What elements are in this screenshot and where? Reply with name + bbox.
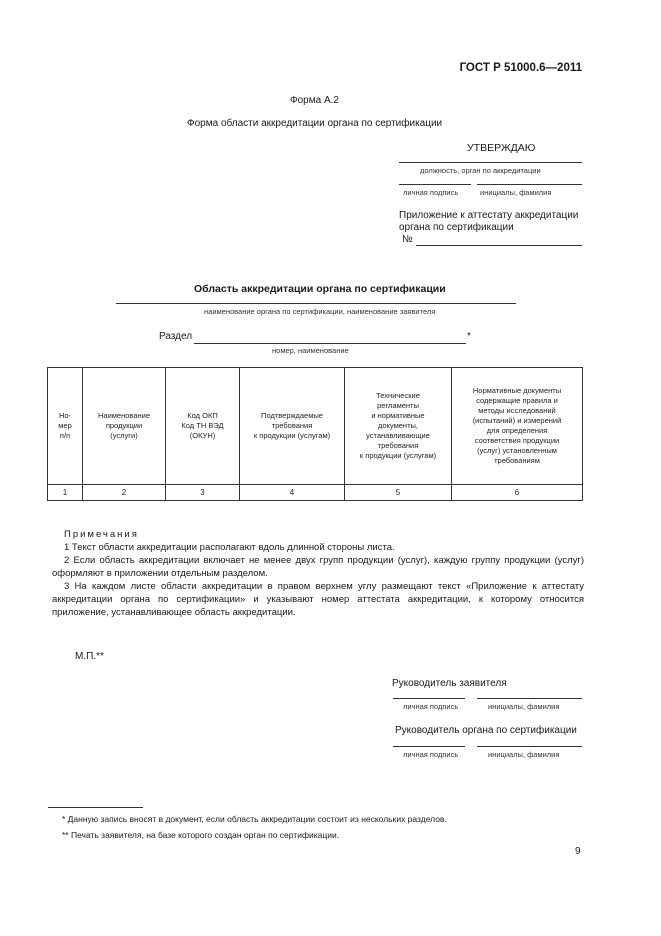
footnote-item: ** Печать заявителя, на базе которого создан орган по сертификации. [62, 830, 340, 840]
attachment-line2: органа по сертификации [399, 222, 514, 233]
form-label: Форма А.2 [290, 95, 339, 106]
applicant-signature-line [393, 698, 465, 699]
header-test-methods: Нормативные документы содержащие правила и методы исследований (испытаний) и измерений для определения соответствия продукции (услуг) установленным требованиям [452, 368, 583, 485]
note-item: 1 Текст области аккредитации располагают вдоль длинной стороны листа. [64, 542, 395, 553]
position-caption: должность, орган по аккредитации [420, 166, 541, 175]
note-item: 2 Если область аккредитации включает не менее двух групп продукции (услуг), каждую группу продукции (услуг) оформляют в приложении отдельным разделом. [52, 555, 584, 579]
applicant-head-title: Руководитель заявителя [392, 678, 507, 689]
column-number: 5 [345, 485, 452, 501]
applicant-signature-caption: личная подпись [403, 702, 459, 711]
position-line [399, 162, 582, 163]
approval-title: УТВЕРЖДАЮ [467, 142, 536, 154]
accreditation-scope-table [47, 367, 583, 501]
signature-caption: личная подпись [403, 188, 459, 197]
form-title: Форма области аккредитации органа по сертификации [187, 118, 443, 129]
column-number: 1 [48, 485, 83, 501]
organ-name-caption: наименование органа по сертификации, наименование заявителя [204, 307, 436, 316]
standard-code: ГОСТ Р 51000.6—2011 [459, 62, 582, 74]
cert-body-head-title: Руководитель органа по сертификации [395, 725, 577, 736]
header-regulations: Технические регламенты и нормативные документы, устанавливающие требования к продукции (услугам) [345, 368, 452, 485]
applicant-initials-caption: инициалы, фамилия [488, 702, 560, 711]
scope-title: Область аккредитации органа по сертификации [194, 283, 446, 295]
section-footnote-mark: * [467, 331, 471, 342]
notes-section [52, 528, 584, 619]
cert-signature-caption: личная подпись [403, 750, 459, 759]
footnote-separator [48, 807, 143, 808]
section-line [194, 343, 466, 344]
column-number: 6 [452, 485, 583, 501]
footnote-item: * Данную запись вносят в документ, если область аккредитации состоит из нескольких разделов. [62, 814, 447, 824]
section-caption: номер, наименование [272, 346, 349, 355]
header-number: Но- мер п/п [48, 368, 83, 485]
initials-caption: инициалы, фамилия [480, 188, 552, 197]
header-product-name: Наименование продукции (услуги) [83, 368, 166, 485]
number-line [416, 245, 582, 246]
organ-name-line [116, 303, 516, 304]
column-number: 2 [83, 485, 166, 501]
stamp-label: М.П.** [75, 651, 104, 662]
initials-line [477, 184, 582, 185]
notes-title: Примечания [64, 529, 139, 540]
table-number-row [48, 485, 583, 501]
header-codes: Код ОКП Код ТН ВЭД (ОКУН) [166, 368, 240, 485]
number-label: № [402, 234, 413, 245]
header-requirements: Подтверждаемые требования к продукции (услугам) [240, 368, 345, 485]
note-item: 3 На каждом листе области аккредитации в правом верхнем углу размещают текст «Приложение к аттестату аккредитации органа по сертификации» и указывают номер аттестата аккредитации, к которому относится приложение, устанавливающее область аккредитации. [52, 581, 584, 618]
section-label: Раздел [159, 331, 193, 342]
column-number: 4 [240, 485, 345, 501]
footnotes [62, 811, 447, 843]
applicant-initials-line [477, 698, 582, 699]
table-header-row [48, 368, 583, 485]
cert-signature-line [393, 746, 465, 747]
column-number: 3 [166, 485, 240, 501]
signature-line [399, 184, 471, 185]
cert-initials-line [477, 746, 582, 747]
cert-initials-caption: инициалы, фамилия [488, 750, 560, 759]
page-number: 9 [575, 846, 581, 857]
attachment-line1: Приложение к аттестату аккредитации [399, 210, 579, 221]
